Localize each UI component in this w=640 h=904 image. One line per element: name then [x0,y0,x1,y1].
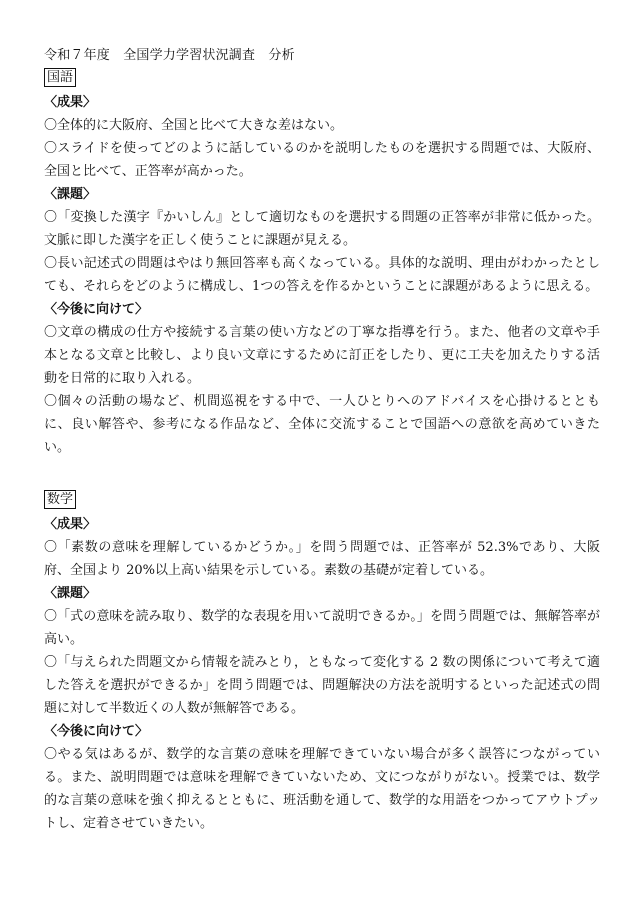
sugaku-section [44,490,600,835]
sugaku-seika-item: 〇「素数の意味を理解しているかどうか。」を問う問題では、正答率が 52.3%であり、大阪府、全国より 20%以上高い結果を示している。素数の基礎が定着している。 [44,540,600,578]
sugaku-kadai-item: 〇「式の意味を読み取り、数学的な表現を用いて説明できるか。」を問う問題では、無解答率が高い。 [44,609,600,647]
kokugo-kadai-item: 〇長い記述式の問題はやはり無回答率も高くなっている。具体的な説明、理由がわかったとしても、それらをどのように構成し、1つの答えを作るかということに課題があるように思える。 [44,256,600,294]
sugaku-seika-heading: 〈成果〉 [44,517,97,532]
kokugo-kongo-heading: 〈今後に向けて〉 [44,302,149,317]
kokugo-kongo-item: 〇文章の構成の仕方や接続する言葉の使い方などの丁寧な指導を行う。また、他者の文章や手本となる文章と比較し、より良い文章にするために訂正をしたり、更に工夫を加えたりする活動を日常的に取り入れる。 [44,325,600,386]
sugaku-subject-label: 数学 [44,490,76,509]
kokugo-kadai-item: 〇「変換した漢字『かいしん』として適切なものを選択する問題の正答率が非常に低かった。文脈に即した漢字を正しく使うことに課題が見える。 [44,210,600,248]
sugaku-kadai-item: 〇「与えられた問題文から情報を読みとり，ともなって変化する 2 数の関係について考えて適した答えを選択ができるか」を問う問題では、問題解決の方法を説明するといった記述式の問題に対して半数近くの人数が無解答である。 [44,655,600,716]
kokugo-subject-label: 国語 [44,68,76,87]
kokugo-seika-item: 〇全体的に大阪府、全国と比べて大きな差はない。 [44,118,344,133]
kokugo-section [44,68,600,459]
document-title: 令和７年度 全国学力学習状況調査 分析 [44,48,295,63]
kokugo-kadai-heading: 〈課題〉 [44,187,97,202]
sugaku-kadai-heading: 〈課題〉 [44,586,97,601]
kokugo-seika-item: 〇スライドを使ってどのように話しているのかを説明したものを選択する問題では、大阪府、全国と比べて、正答率が高かった。 [44,141,600,179]
sugaku-kongo-item: 〇やる気はあるが、数学的な言葉の意味を理解できていない場合が多く誤答につながっている。また、説明問題では意味を理解できていないため、文につながりがない。授業では、数学的な言葉の意味を強く抑えるとともに、班活動を通して、数学的な用語をつかってアウトプットし、定着させていきたい。 [44,747,600,831]
sugaku-kongo-heading: 〈今後に向けて〉 [44,724,149,739]
kokugo-seika-heading: 〈成果〉 [44,95,97,110]
kokugo-kongo-item: 〇個々の活動の場など、机間巡視をする中で、一人ひとりへのアドバイスを心掛けるとともに、良い解答や、参考になる作品など、全体に交流することで国語への意欲を高めていきたい。 [44,394,600,455]
